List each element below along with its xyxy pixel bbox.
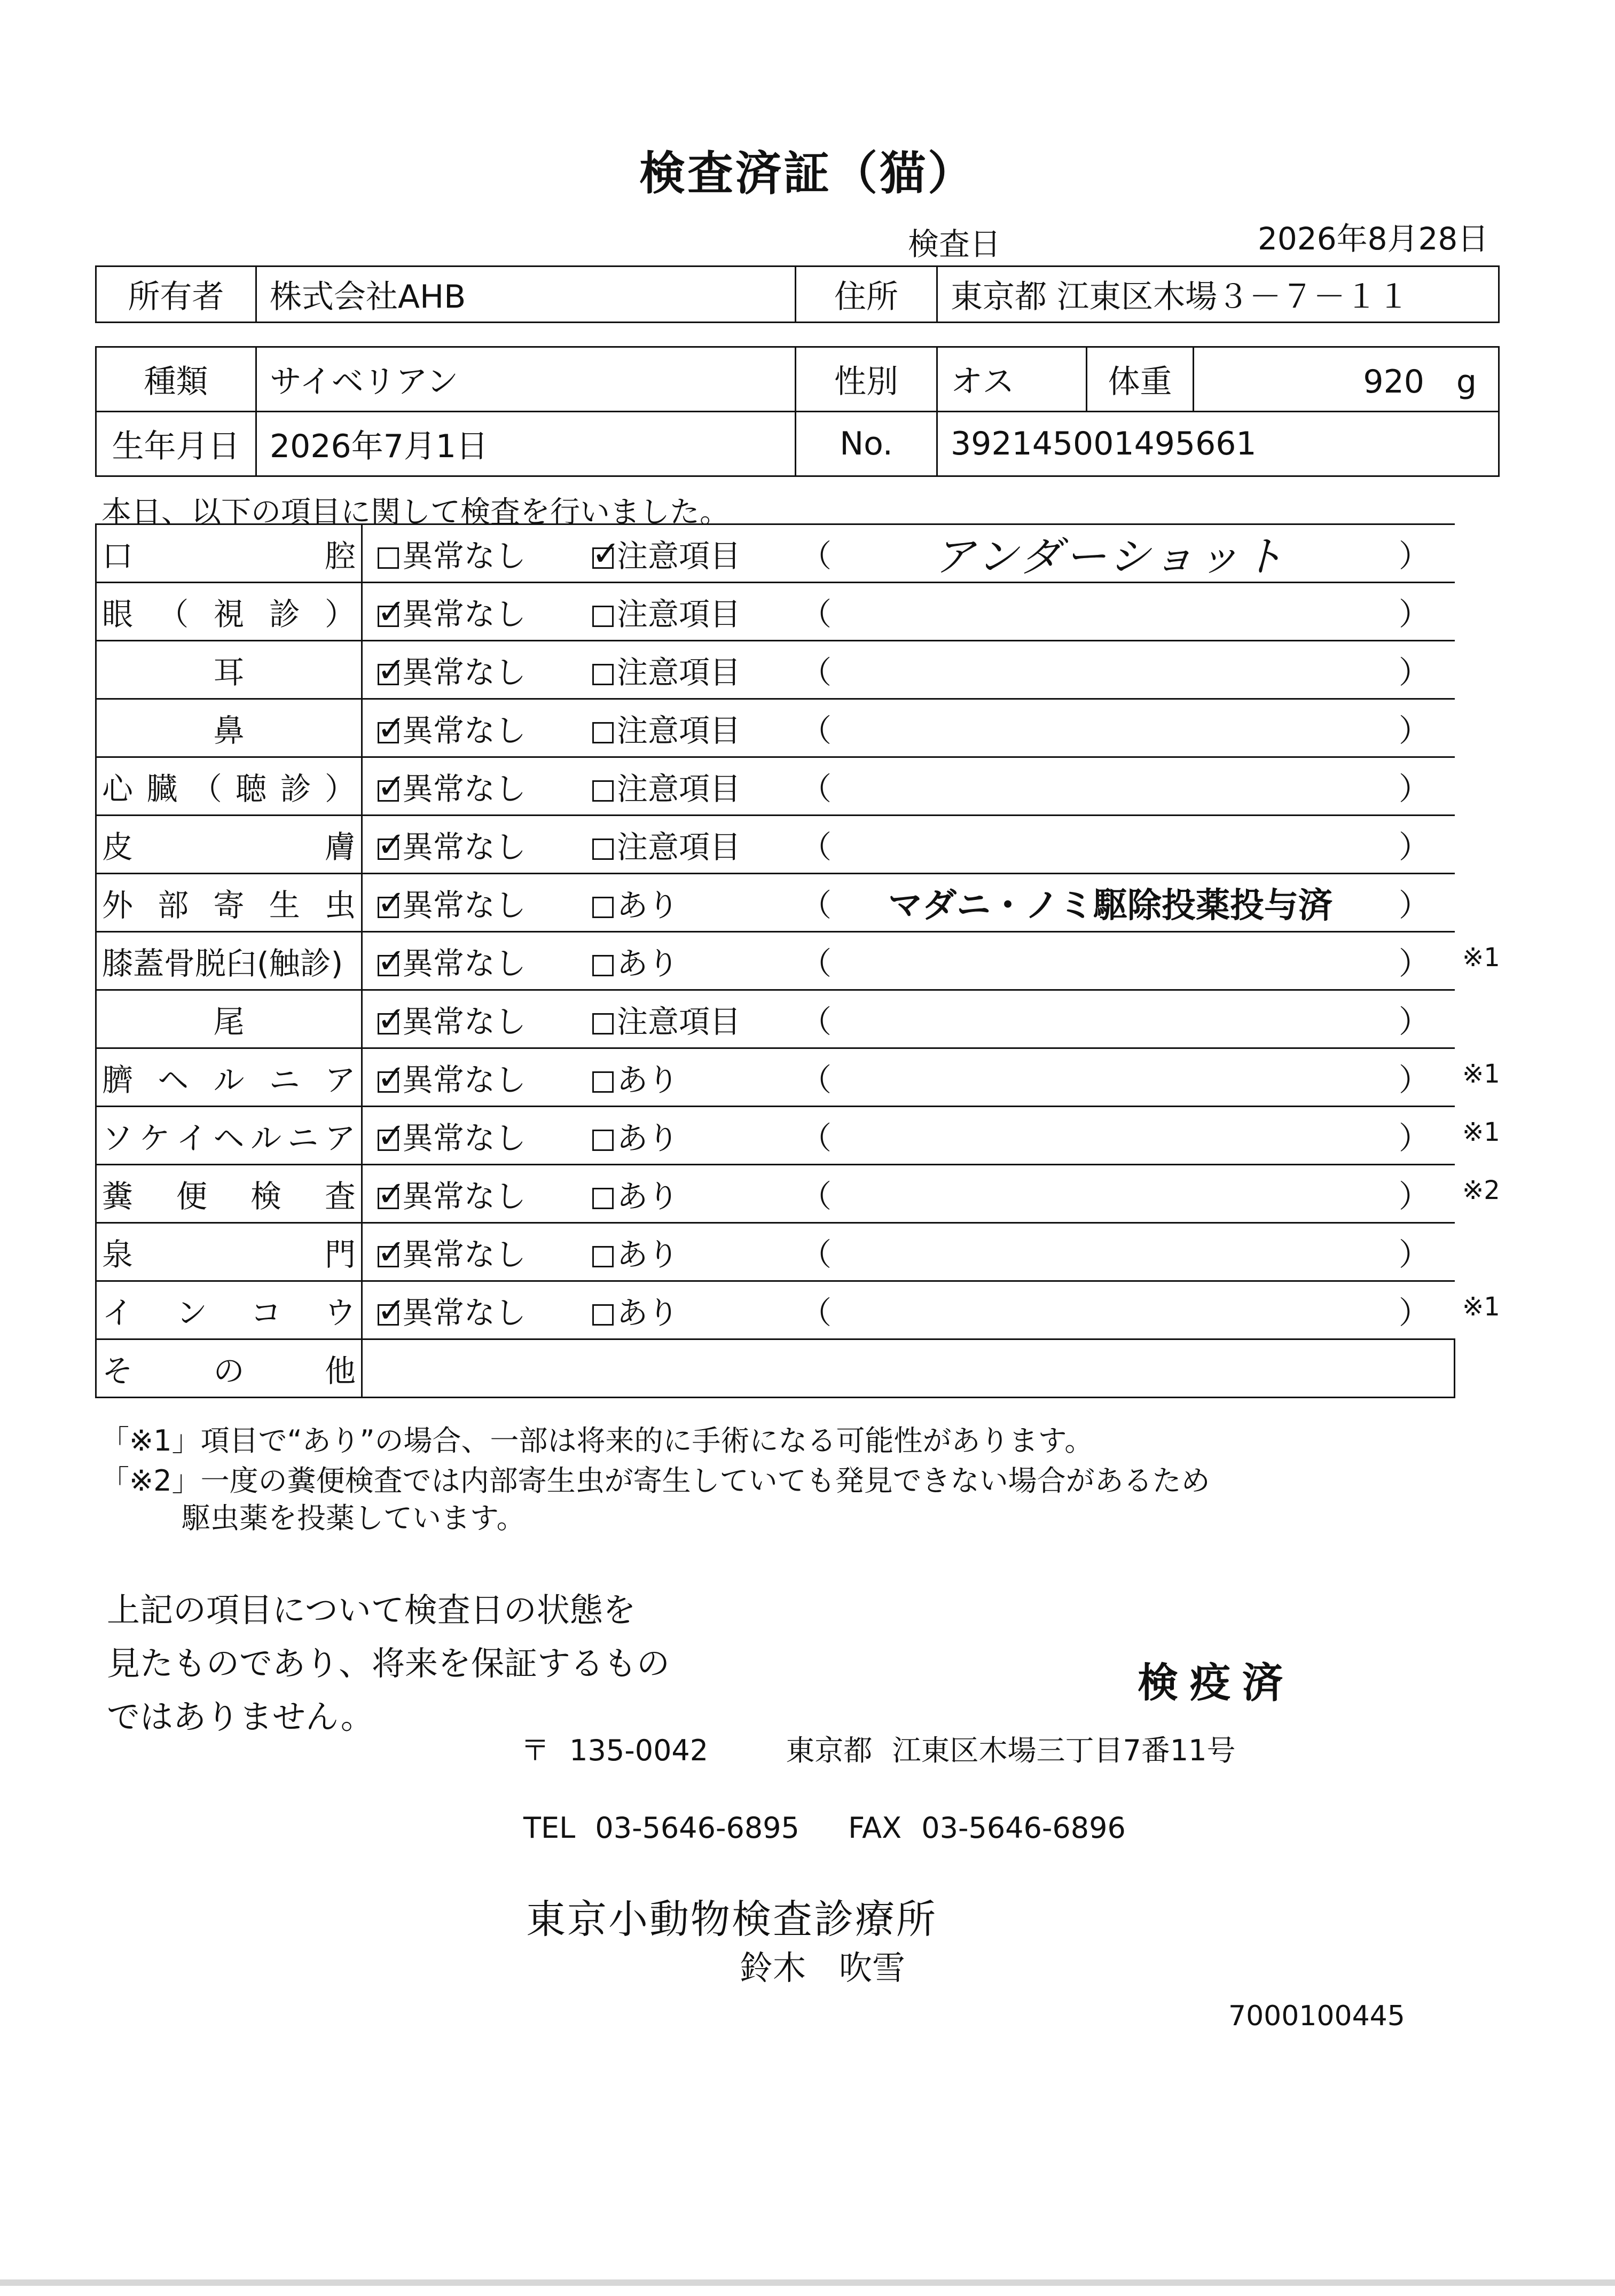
exam-result [362,1165,1455,1223]
number-value: 392145001495661 [937,412,1499,476]
exam-row [96,1223,1455,1281]
weight-value: 920 g [1194,347,1499,412]
normal-option-label: 異常なし [402,712,527,749]
caution-option-label: 注意項目 [617,1004,741,1040]
caution-option-label: 注意項目 [617,712,741,749]
exam-result [362,1223,1455,1281]
document-title: 検査済証（猫） [639,147,976,200]
paren-open: （ [801,712,832,749]
checkbox-icon[interactable] [378,1246,399,1267]
exam-item-label [96,1107,362,1165]
checkbox-icon[interactable] [378,547,399,569]
exam-item-label-text: 皮 膚 [102,829,356,865]
exam-row [96,990,1455,1048]
exam-item-label-text: 糞 便 検 査 [102,1178,356,1214]
footnote-1: 「※1」項目で“あり”の場合、一部は将来的に手術になる可能性があります。 [100,1424,1094,1457]
checkbox-icon[interactable] [378,722,399,743]
paren-open: （ [801,596,832,632]
checkbox-icon[interactable] [378,1013,399,1035]
normal-option-label: 異常なし [402,1295,527,1331]
checkbox-icon[interactable] [378,780,399,802]
address-label: 住所 [796,267,937,323]
exam-item-label-text: 耳 [213,654,245,691]
caution-option-label: あり [617,1120,679,1156]
exam-note: マダニ・ノミ駆除投薬投与済 [888,886,1332,926]
normal-option[interactable] [378,1288,526,1333]
checkbox-icon[interactable] [378,955,399,976]
exam-item-label [96,1165,362,1223]
normal-option[interactable] [378,1171,526,1216]
other-value [362,1339,1455,1398]
paren-close: ） [1399,887,1430,923]
exam-result [362,524,1455,583]
checkbox-icon[interactable] [592,547,614,569]
disclaimer-line-1: 上記の項目について検査日の状態を [107,1590,636,1629]
checkbox-icon[interactable] [378,1130,399,1151]
sex-label: 性別 [796,347,937,412]
paren-open: （ [801,1236,832,1273]
paren-open: （ [801,829,832,865]
paren-open: （ [801,538,832,574]
checkbox-icon[interactable] [592,1304,614,1326]
scan-edge-line [0,2279,1615,2286]
paren-close: ） [1399,829,1430,865]
caution-option[interactable] [592,589,741,634]
exam-item-label [96,1223,362,1281]
normal-option[interactable] [378,764,526,809]
paren-close: ） [1399,538,1430,574]
exam-row [96,524,1455,583]
disclaimer-line-3: ではありません。 [107,1697,374,1736]
exam-row [96,1048,1455,1107]
fax-number: FAX 03-5646-6896 [848,1811,1126,1845]
checkbox-icon[interactable] [592,722,614,743]
exam-item-label-text: ソ ケ イ ヘ ル ニ ア [102,1120,356,1156]
caution-option-label: 注意項目 [617,771,741,807]
checkbox-icon[interactable] [592,1246,614,1267]
exam-item-label [96,757,362,816]
caution-option[interactable] [592,1171,679,1216]
checkbox-icon[interactable] [592,780,614,802]
sex-value: オス [937,347,1087,412]
dob-value: 2026年7月1日 [256,412,796,476]
quarantine-stamp: 検疫済 [1138,1659,1295,1706]
checkbox-icon[interactable] [592,1130,614,1151]
normal-option-label: 異常なし [402,829,527,865]
caution-option-label: あり [617,1236,679,1273]
checkbox-icon[interactable] [592,1071,614,1093]
exam-result [362,699,1455,757]
owner-label: 所有者 [96,267,256,323]
exam-item-label-text: 心 臓 （ 聴 診 ） [102,771,356,807]
exam-result [362,816,1455,874]
checkbox-icon[interactable] [592,897,614,918]
exam-result [362,641,1455,699]
exam-item-label-text: 外 部 寄 生 虫 [102,887,356,923]
footnote-reference-mark: ※2 [1462,1176,1500,1205]
caution-option-label: あり [617,1062,679,1098]
normal-option-label: 異常なし [402,538,527,574]
footnote-reference-mark: ※1 [1462,1117,1500,1147]
exam-row [96,757,1455,816]
caution-option-label: あり [617,945,679,982]
caution-option[interactable] [592,1055,679,1100]
exam-row [96,1107,1455,1165]
exam-item-label-text: 眼 （ 視 診 ） [102,596,356,632]
exam-row [96,816,1455,874]
normal-option[interactable] [378,589,526,634]
checkbox-icon[interactable] [592,955,614,976]
exam-item-label-text: 口 腔 [102,538,356,574]
other-label-text: そ の 他 [102,1353,356,1389]
normal-option-label: 異常なし [402,1004,527,1040]
footnote-2-continued: 駆虫薬を投薬しています。 [182,1501,526,1535]
normal-option[interactable] [378,880,526,925]
exam-item-label-text: 膝蓋骨脱臼(触診) [102,945,343,982]
exam-item-label [96,641,362,699]
caution-option-label: あり [617,1295,679,1331]
footnote-reference-mark: ※1 [1462,943,1500,973]
normal-option[interactable] [378,706,526,750]
caution-option[interactable] [592,1288,679,1333]
disclaimer-line-2: 見たものであり、将来を保証するもの [107,1644,670,1683]
normal-option[interactable] [378,997,526,1041]
checkbox-icon[interactable] [378,1071,399,1093]
exam-result [362,990,1455,1048]
paren-close: ） [1399,1236,1430,1273]
checkbox-icon[interactable] [378,839,399,860]
normal-option-label: 異常なし [402,1062,527,1098]
normal-option[interactable] [378,822,526,867]
caution-option-label: 注意項目 [617,829,741,865]
paren-close: ） [1399,771,1430,807]
paren-close: ） [1399,1178,1430,1214]
normal-option[interactable] [378,1229,526,1274]
checkbox-icon[interactable] [378,897,399,918]
exam-row [96,1281,1455,1339]
checkbox-icon[interactable] [592,839,614,860]
normal-option-label: 異常なし [402,945,527,982]
exam-result [362,932,1455,990]
breed-label: 種類 [96,347,256,412]
exam-row [96,874,1455,932]
exam-result [362,1281,1455,1339]
contact-line [523,1805,1126,1846]
exam-date-label: 検査日 [908,226,1001,262]
footnote-reference-mark: ※1 [1462,1292,1500,1322]
caution-option[interactable] [592,997,741,1041]
paren-open: （ [801,1178,832,1214]
paren-close: ） [1399,1295,1430,1331]
caution-option[interactable] [592,1113,679,1158]
exam-note: アンダーショット [933,533,1288,581]
exam-result [362,874,1455,932]
exam-item-label-text: イ ン コ ウ [102,1295,356,1331]
exam-item-label-text: 尾 [213,1004,245,1040]
address-value: 東京都 江東区木場３－７－１１ [937,267,1499,323]
number-label: No. [796,412,937,476]
caution-option-label: 注意項目 [617,538,741,574]
exam-item-label [96,1281,362,1339]
checkbox-icon[interactable] [592,1188,614,1209]
paren-close: ） [1399,1062,1430,1098]
paren-open: （ [801,887,832,923]
clinic-address: 東京都 江東区木場三丁目7番11号 [786,1734,1236,1767]
normal-option-label: 異常なし [402,887,527,923]
dob-label: 生年月日 [96,412,256,476]
normal-option-label: 異常なし [402,654,527,691]
exam-item-label-text: 鼻 [213,712,245,749]
animal-table [95,346,1500,477]
exam-result [362,1107,1455,1165]
checkbox-icon[interactable] [378,1304,399,1326]
veterinarian-name: 鈴木 吹雪 [740,1948,906,1987]
breed-value: サイベリアン [256,347,796,412]
paren-close: ） [1399,596,1430,632]
paren-open: （ [801,771,832,807]
exam-row [96,641,1455,699]
caution-option[interactable] [592,1229,679,1274]
caution-option-label: 注意項目 [617,654,741,691]
caution-option[interactable] [592,938,679,983]
exam-row [96,583,1455,641]
paren-open: （ [801,654,832,691]
paren-open: （ [801,1062,832,1098]
checkbox-icon[interactable] [378,1188,399,1209]
caution-option-label: あり [617,1178,679,1214]
exam-item-label [96,583,362,641]
disclaimer [107,1584,670,1744]
postal-code: 〒 135-0042 [521,1734,709,1767]
exam-result [362,757,1455,816]
caution-option-label: あり [617,887,679,923]
paren-close: ） [1399,712,1430,749]
tel-number: TEL 03-5646-6895 [523,1811,799,1845]
exam-item-label [96,874,362,932]
exam-row-other [96,1339,1455,1398]
paren-open: （ [801,1295,832,1331]
clinic-name: 東京小動物検査診療所 [526,1897,937,1942]
checkbox-icon[interactable] [378,606,399,627]
exam-result [362,583,1455,641]
document-number: 7000100445 [1228,2000,1405,2032]
caution-option[interactable] [592,647,741,692]
exam-item-label [96,932,362,990]
paren-close: ） [1399,945,1430,982]
paren-open: （ [801,1004,832,1040]
checkbox-icon[interactable] [592,606,614,627]
footnote-2: 「※2」一度の糞便検査では内部寄生虫が寄生していても発見できない場合があるため [100,1464,1210,1498]
normal-option[interactable] [378,1113,526,1158]
exam-row [96,932,1455,990]
paren-open: （ [801,1120,832,1156]
intro-text: 本日、以下の項目に関して検査を行いました。 [101,495,730,530]
exam-item-label [96,524,362,583]
normal-option-label: 異常なし [402,771,527,807]
exam-item-label [96,699,362,757]
caution-option[interactable] [592,880,679,925]
exam-date: 2026年8月28日 [1258,221,1489,257]
caution-option[interactable] [592,822,741,867]
exam-item-label-text: 臍 ヘ ル ニ ア [102,1062,356,1098]
caution-option[interactable] [592,764,741,809]
paren-close: ） [1399,654,1430,691]
exam-item-label [96,1048,362,1107]
paren-close: ） [1399,1004,1430,1040]
exam-item-label [96,990,362,1048]
clinic-address-line [521,1728,1236,1769]
normal-option-label: 異常なし [402,596,527,632]
footnote-reference-mark: ※1 [1462,1059,1500,1089]
checkbox-icon[interactable] [592,1013,614,1035]
caution-option[interactable] [592,706,741,750]
caution-option[interactable] [592,531,741,576]
caution-option-label: 注意項目 [617,596,741,632]
exam-row [96,699,1455,757]
exam-row [96,1165,1455,1223]
weight-label: 体重 [1087,347,1194,412]
normal-option[interactable] [378,647,526,692]
normal-option[interactable] [378,531,526,576]
normal-option[interactable] [378,1055,526,1100]
normal-option[interactable] [378,938,526,983]
checkbox-icon[interactable] [592,664,614,685]
exam-item-label-text: 泉 門 [102,1236,356,1273]
other-label [96,1339,362,1398]
normal-option-label: 異常なし [402,1120,527,1156]
exam-item-label [96,816,362,874]
exam-result [362,1048,1455,1107]
paren-close: ） [1399,1120,1430,1156]
checkbox-icon[interactable] [378,664,399,685]
normal-option-label: 異常なし [402,1236,527,1273]
owner-table [95,265,1500,323]
normal-option-label: 異常なし [402,1178,527,1214]
owner-value: 株式会社AHB [256,267,796,323]
paren-open: （ [801,945,832,982]
exam-table [95,523,1455,1398]
